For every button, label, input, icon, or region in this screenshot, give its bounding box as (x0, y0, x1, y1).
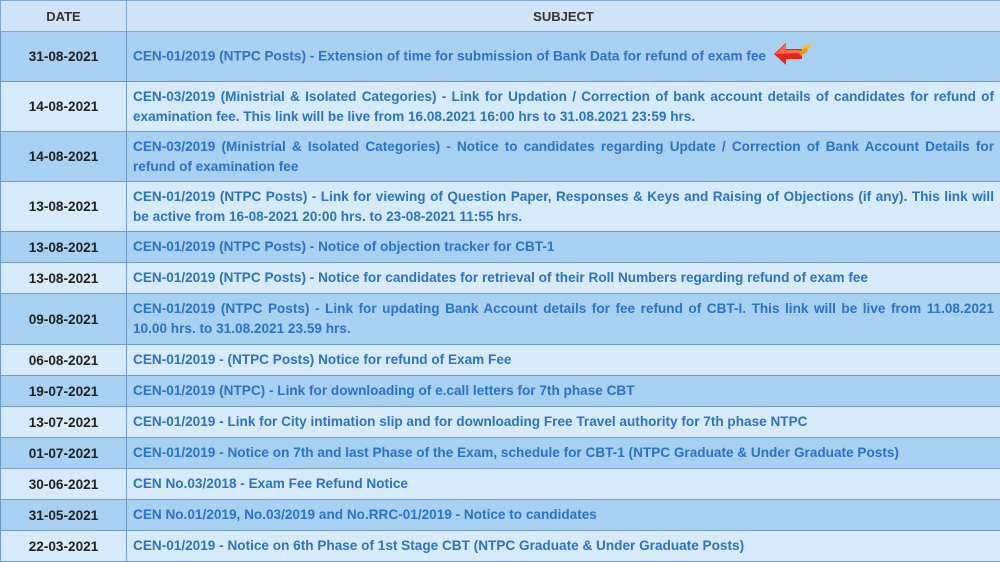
notice-link[interactable]: CEN-03/2019 (Ministrial & Isolated Categories) - Notice to candidates regarding Update / Correction of Bank Account Details for refund of examination fee (133, 139, 994, 174)
row-subject (127, 469, 1000, 500)
row-subject (127, 182, 1000, 232)
table-header-row (1, 1, 1000, 32)
row-subject (127, 407, 1000, 438)
table-row (1, 263, 1000, 294)
notice-link[interactable]: CEN-01/2019 (NTPC) - Link for downloading of e.call letters for 7th phase CBT (133, 383, 635, 398)
notice-link[interactable]: CEN-01/2019 - Notice on 7th and last Phase of the Exam, schedule for CBT-1 (NTPC Graduate & Under Graduate Posts) (133, 445, 899, 460)
table-row (1, 345, 1000, 376)
row-date: 19-07-2021 (1, 376, 127, 407)
table-row (1, 376, 1000, 407)
row-subject (127, 500, 1000, 531)
row-date: 06-08-2021 (1, 345, 127, 376)
notice-link[interactable]: CEN No.03/2018 - Exam Fee Refund Notice (133, 476, 408, 491)
table-row (1, 469, 1000, 500)
notice-link[interactable]: CEN-01/2019 - Link for City intimation slip and for downloading Free Travel authority for 7th phase NTPC (133, 414, 808, 429)
notice-link[interactable]: CEN-01/2019 (NTPC Posts) - Notice of objection tracker for CBT-1 (133, 239, 555, 254)
notice-link[interactable]: CEN-01/2019 (NTPC Posts) - Link for updating Bank Account details for fee refund of CBT-I. This link will be live from 11.08.2021 10.00 hrs. to 31.08.2021 23.59 hrs. (133, 301, 994, 336)
notice-link[interactable]: CEN-01/2019 - (NTPC Posts) Notice for refund of Exam Fee (133, 352, 511, 367)
row-date: 14-08-2021 (1, 82, 127, 132)
table-row (1, 500, 1000, 531)
row-subject (127, 32, 1000, 82)
subject-column-header: SUBJECT (127, 1, 1000, 32)
row-date: 31-08-2021 (1, 32, 127, 82)
table-row (1, 407, 1000, 438)
table-row (1, 82, 1000, 132)
notice-link[interactable]: CEN-01/2019 (NTPC Posts) - Link for viewing of Question Paper, Responses & Keys and Raising of Objections (if any). This link will be active from 16-08-2021 20:00 hrs. to 23-08-2021 11:55 hrs. (133, 189, 994, 224)
row-subject (127, 132, 1000, 182)
row-date: 13-07-2021 (1, 407, 127, 438)
row-date: 01-07-2021 (1, 438, 127, 469)
notice-link[interactable]: CEN-01/2019 - Notice on 6th Phase of 1st Stage CBT (NTPC Graduate & Under Graduate Posts) (133, 538, 744, 553)
notice-link[interactable]: CEN-03/2019 (Ministrial & Isolated Categories) - Link for Updation / Correction of bank account details of candidates for refund of examination fee. This link will be live from 16.08.2021 16:00 hrs to 31.08.2021 23:59 hrs. (133, 89, 994, 124)
row-date: 13-08-2021 (1, 232, 127, 263)
row-subject (127, 263, 1000, 294)
row-date: 31-05-2021 (1, 500, 127, 531)
table-row (1, 132, 1000, 182)
row-subject (127, 82, 1000, 132)
table-row (1, 182, 1000, 232)
notice-link[interactable]: CEN No.01/2019, No.03/2019 and No.RRC-01/2019 - Notice to candidates (133, 507, 597, 522)
row-date: 13-08-2021 (1, 263, 127, 294)
row-subject (127, 294, 1000, 345)
row-subject (127, 232, 1000, 263)
table-row (1, 294, 1000, 345)
row-date: 13-08-2021 (1, 182, 127, 232)
row-subject (127, 531, 1000, 562)
date-column-header: DATE (1, 1, 127, 32)
row-date: 30-06-2021 (1, 469, 127, 500)
notice-link[interactable]: CEN-01/2019 (NTPC Posts) - Extension of time for submission of Bank Data for refund of exam fee (133, 48, 766, 63)
table-row (1, 32, 1000, 82)
row-subject (127, 345, 1000, 376)
row-subject (127, 376, 1000, 407)
row-date: 14-08-2021 (1, 132, 127, 182)
table-row (1, 232, 1000, 263)
pointing-arrow-icon (772, 40, 814, 74)
table-row (1, 531, 1000, 562)
notice-link[interactable]: CEN-01/2019 (NTPC Posts) - Notice for candidates for retrieval of their Roll Numbers regarding refund of exam fee (133, 270, 868, 285)
row-subject (127, 438, 1000, 469)
row-date: 09-08-2021 (1, 294, 127, 345)
row-date: 22-03-2021 (1, 531, 127, 562)
table-row (1, 438, 1000, 469)
